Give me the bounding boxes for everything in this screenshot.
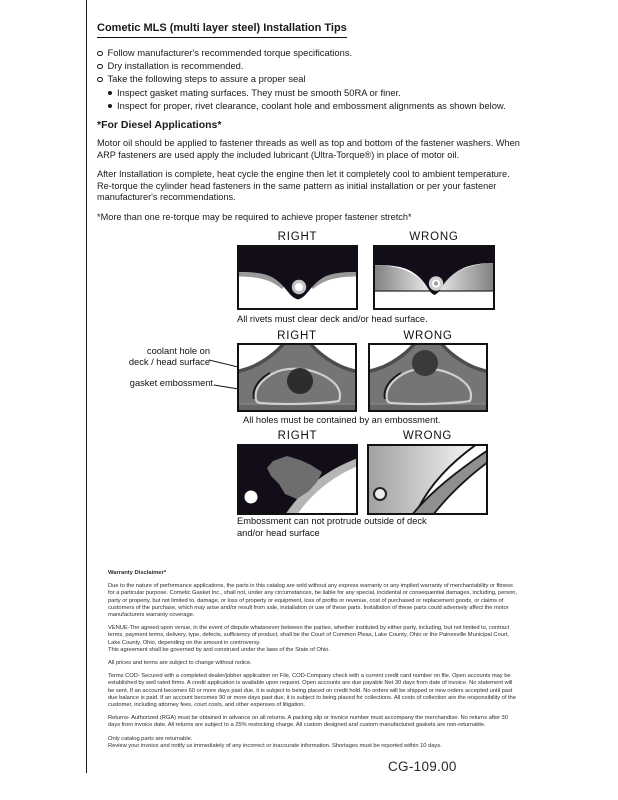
legal-paragraph: All prices and terms are subject to change without notice. [108,660,252,667]
coolant-hole-wrong-diagram [368,343,488,412]
diesel-applications-heading: *For Diesel Applications* [97,119,222,132]
right-label-row3: RIGHT [277,430,318,442]
legal-paragraph: VENUE-The agreed upon venue, in the event of dispute whatsoever between the parties, whether instituted by either party, including, but not limited to, contract terms, payment terms, delivery, type, defects, sufficiency of product, shall be the Court of Common Pleas, Lake County, Ohio or the Painesville Municipal Court, Lake County, Ohio, depending on the amount in controversy. [108,625,510,646]
page-number: CG-109.00 [388,759,457,774]
embossment-protrude-right-diagram [237,444,358,515]
embossment-right-icon [237,444,358,515]
right-label-row1: RIGHT [277,231,318,243]
bullet-text: Dry installation is recommended. [107,60,244,72]
callout-text: gasket embossment [129,378,213,388]
diesel-paragraph-1: Motor oil should be applied to fastener threads as well as top and bottom of the fastener washers. When ARP fasteners are used apply the included lubricant (Ultra-Torque®) in place of motor oil. [97,138,520,160]
diesel-paragraph-2: After Installation is complete, heat cycle the engine then let it completely cool to ambient temperature. Re-torque the cylinder head fasteners in the same pattern as initial installation or per your fastener manufacturer's recommendations. [97,169,510,203]
rivet-clearance-right-diagram [237,245,358,310]
embossment-wrong-icon [367,444,488,515]
bullet-text: Inspect for proper, rivet clearance, coolant hole and embossment alignments as shown below. [117,99,506,111]
rivet-clearance-wrong-diagram [373,245,495,310]
warranty-disclaimer-heading: Warranty Disclaimer* [108,570,167,576]
page-title-text: Cometic MLS (multi layer steel) Installation Tips [97,21,347,38]
coolant-hole-wrong-icon [368,343,488,412]
bullet-text: Follow manufacturer's recommended torque specifications. [107,47,353,58]
legal-paragraph: Only catalog parts are returnable. [108,735,193,742]
bullet-text: Inspect gasket mating surfaces. They must be smooth 50RA or finer. [117,86,401,98]
coolant-hole-right-icon [237,343,357,412]
warranty-disclaimer-section [108,570,520,756]
legal-paragraph: This agreement shall be governed by and construed under the laws of the State of Ohio. [108,646,330,653]
rivet-clearance-wrong-icon [373,245,495,310]
diagram-caption-row1: All rivets must clear deck and/or head surface. [237,314,428,324]
legal-paragraph: Due to the nature of performance applications, the parts in this catalog are sold without any express warranty or any implied warranty of merchantability or fitness for a particular purpose. Cometic Gasket Inc., shall not, under any circumstances, be liable for any special, incidental or consequential damages, including, person, party or property, but not limited to, damage, or loss of property or equipment, loss of profits or revenue, cost of purchased or replacement goods, or claims of customers of the purchase, which may arise and/or result from sale, installation or use of these parts. Installation of these parts could adversely affect the motor manufacturers warranty coverage. [108,583,518,619]
wrong-label-row1: WRONG [409,231,459,243]
diagram-caption-row3 [237,516,507,539]
legal-paragraph: Terms COD- Secured with a completed dealer/jobber application on File, COD-Company check with a current credit card number on file. Open accounts may be established by well rated firms. A credit application is available upon request. Open accounts are due payable Net 30 days from date of invoice. No statement will be sent. If an account becomes 60 or more days past due, it is subject to being placed on credit hold. No orders will be shipped or new orders accepted until past due balance is paid. If an account becomes 90 or more days past due, it is subject to being placed for collections. All costs of collection are the responsibility of the customer, including attorney fees, court costs, and other expenses of litigation. [108,673,516,709]
wrong-label-row2: WRONG [403,330,453,342]
rivet-clearance-right-icon [237,245,358,310]
retorque-note: *More than one re-torque may be required to achieve proper fastener stretch* [97,211,412,222]
caption-line: and/or head surface [237,527,320,538]
wrong-label-row3: WRONG [402,430,453,442]
legal-paragraph: Returns- Authorized (RGA) must be obtained in advance on all returns. A packing slip or invoice number must accompany the merchandise. No returns after 30 days from invoice date. All returns are subject to a 25% restocking charge. All custom designed and custom manufactured gaskets are non-returnable. [108,715,508,729]
legal-paragraph: Review your invoice and notify us immediately of any incorrect or inaccurate information. Shortages must be reported within 10 days. [108,742,442,749]
right-label-row2: RIGHT [277,330,317,342]
caption-line: Embossment can not protrude outside of deck [237,516,427,526]
coolant-hole-right-diagram [237,343,357,412]
bullet-text: Take the following steps to assure a proper seal [107,73,306,85]
callout-text: deck / head surface [128,357,210,367]
callout-text: coolant hole on [146,346,210,356]
embossment-protrude-wrong-diagram [367,444,488,515]
diagram-caption-row2: All holes must be contained by an embossment. [243,415,441,425]
